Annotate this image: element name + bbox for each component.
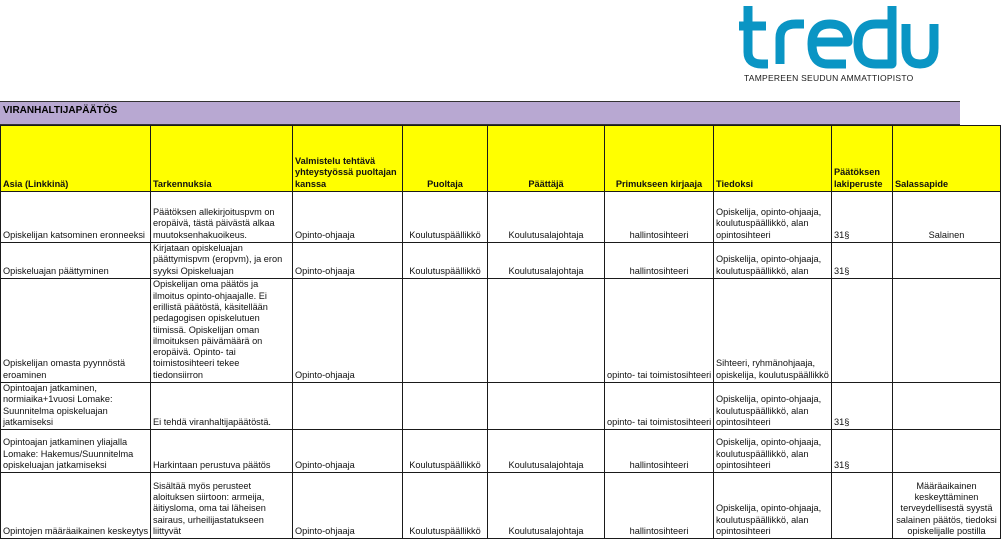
cell-salassapito <box>893 383 1001 430</box>
cell-valmistelu: Opinto-ohjaaja <box>293 243 403 279</box>
cell-asia[interactable]: Opiskelijan omasta pyynnöstä eroaminen <box>1 279 151 383</box>
cell-salassapito: Salainen <box>893 192 1001 243</box>
col-header-tiedoksi: Tiedoksi <box>714 126 832 192</box>
cell-lakiperuste: 31§ <box>832 430 893 473</box>
cell-valmistelu: Opinto-ohjaaja <box>293 473 403 539</box>
cell-valmistelu: Opinto-ohjaaja <box>293 279 403 383</box>
cell-puoltaja: Koulutuspäällikkö <box>403 192 488 243</box>
sheet-title-bar <box>0 101 960 125</box>
cell-tarkennuksia: Harkintaan perustuva päätös <box>151 430 293 473</box>
cell-tiedoksi: Sihteeri, ryhmänohjaaja, opiskelija, koulutuspäällikkö <box>714 279 832 383</box>
col-header-lakiperuste: Päätöksen lakiperuste <box>832 126 893 192</box>
cell-tarkennuksia: Päätöksen allekirjoituspvm on eropäivä, tästä päivästä alkaa muutoksenhakuoikeus. <box>151 192 293 243</box>
cell-tiedoksi: Opiskelija, opinto-ohjaaja, koulutuspäällikkö, alan opintosihteeri <box>714 473 832 539</box>
table-header-row <box>1 126 1001 192</box>
cell-salassapito <box>893 430 1001 473</box>
sheet-title: VIRANHALTIJAPÄÄTÖS <box>3 105 118 116</box>
col-header-kirjaaja: Primukseen kirjaaja <box>605 126 714 192</box>
cell-tarkennuksia: Ei tehdä viranhaltijapäätöstä. <box>151 383 293 430</box>
cell-puoltaja: Koulutuspäällikkö <box>403 473 488 539</box>
spreadsheet <box>0 101 997 538</box>
table-row <box>1 383 1001 430</box>
cell-tiedoksi: Opiskelija, opinto-ohjaaja, koulutuspäällikkö, alan opintosihteeri <box>714 383 832 430</box>
cell-asia[interactable]: Opintoajan jatkaminen yliajalla Lomake: Hakemus/Suunnitelma opiskeluajan jatkamiseksi <box>1 430 151 473</box>
cell-puoltaja: Koulutuspäällikkö <box>403 243 488 279</box>
cell-kirjaaja: hallintosihteeri <box>605 430 714 473</box>
cell-paattaja <box>488 383 605 430</box>
cell-kirjaaja: hallintosihteeri <box>605 243 714 279</box>
col-header-puoltaja: Puoltaja <box>403 126 488 192</box>
cell-puoltaja <box>403 279 488 383</box>
cell-tarkennuksia: Sisältää myös perusteet aloituksen siirtoon: armeija, äitiysloma, oma tai läheisen sairaus, urheilijastatukseen liittyvät <box>151 473 293 539</box>
cell-asia[interactable]: Opintojen määräaikainen keskeytys <box>1 473 151 539</box>
cell-valmistelu: Opinto-ohjaaja <box>293 192 403 243</box>
cell-salassapito: Määräaikainen keskeyttäminen terveydellisestä syystä salainen päätös, tiedoksi opiskelijalle postilla <box>893 473 1001 539</box>
cell-tiedoksi: Opiskelija, opinto-ohjaaja, koulutuspäällikkö, alan <box>714 243 832 279</box>
col-header-paattaja: Päättäjä <box>488 126 605 192</box>
cell-salassapito <box>893 279 1001 383</box>
cell-paattaja <box>488 279 605 383</box>
cell-paattaja: Koulutusalajohtaja <box>488 192 605 243</box>
col-header-salassapito: Salassapide <box>893 126 1001 192</box>
cell-tarkennuksia: Opiskelijan oma päätös ja ilmoitus opinto-ohjaajalle. Ei erillistä päätöstä, käsitellään pedagogisen opiskelutuen tiimissä. Opiskelijan oman ilmoituksen päivämäärä on eropäivä. Opinto- tai toimistosihteeri tekee tiedonsiirron <box>151 279 293 383</box>
cell-lakiperuste <box>832 279 893 383</box>
cell-lakiperuste: 31§ <box>832 383 893 430</box>
cell-puoltaja <box>403 383 488 430</box>
table-row <box>1 473 1001 539</box>
col-header-asia: Asia (Linkkinä) <box>1 126 151 192</box>
cell-asia[interactable]: Opiskelijan katsominen eronneeksi <box>1 192 151 243</box>
cell-tiedoksi: Opiskelija, opinto-ohjaaja, koulutuspäällikkö, alan opintosihteeri <box>714 192 832 243</box>
cell-paattaja: Koulutusalajohtaja <box>488 430 605 473</box>
cell-puoltaja: Koulutuspäällikkö <box>403 430 488 473</box>
cell-paattaja: Koulutusalajohtaja <box>488 243 605 279</box>
cell-valmistelu: Opinto-ohjaaja <box>293 430 403 473</box>
col-header-valmistelu: Valmistelu tehtävä yhteystyössä puoltajan kanssa <box>293 126 403 192</box>
cell-kirjaaja: opinto- tai toimistosihteeri <box>605 383 714 430</box>
table-row <box>1 243 1001 279</box>
cell-valmistelu <box>293 383 403 430</box>
cell-salassapito <box>893 243 1001 279</box>
cell-asia[interactable]: Opintoajan jatkaminen, normiaika+1vuosi Lomake: Suunnitelma opiskeluajan jatkamiseksi <box>1 383 151 430</box>
cell-tiedoksi: Opiskelija, opinto-ohjaaja, koulutuspäällikkö, alan opintosihteeri <box>714 430 832 473</box>
cell-kirjaaja: hallintosihteeri <box>605 192 714 243</box>
tredu-logo-mark <box>738 4 938 70</box>
cell-asia[interactable]: Opiskeluajan päättyminen <box>1 243 151 279</box>
col-header-tarkennuksia: Tarkennuksia <box>151 126 293 192</box>
cell-paattaja: Koulutusalajohtaja <box>488 473 605 539</box>
cell-tarkennuksia: Kirjataan opiskeluajan päättymispvm (eropvm), ja eron syyksi Opiskeluajan <box>151 243 293 279</box>
table-row <box>1 192 1001 243</box>
tredu-logo <box>738 4 938 84</box>
cell-lakiperuste: 31§ <box>832 192 893 243</box>
table-row <box>1 430 1001 473</box>
logo-subtitle: TAMPEREEN SEUDUN AMMATTIOPISTO <box>744 73 914 83</box>
table-row <box>1 279 1001 383</box>
cell-lakiperuste: 31§ <box>832 243 893 279</box>
cell-kirjaaja: hallintosihteeri <box>605 473 714 539</box>
cell-lakiperuste <box>832 473 893 539</box>
decision-table <box>0 125 1001 539</box>
cell-kirjaaja: opinto- tai toimistosihteeri <box>605 279 714 383</box>
